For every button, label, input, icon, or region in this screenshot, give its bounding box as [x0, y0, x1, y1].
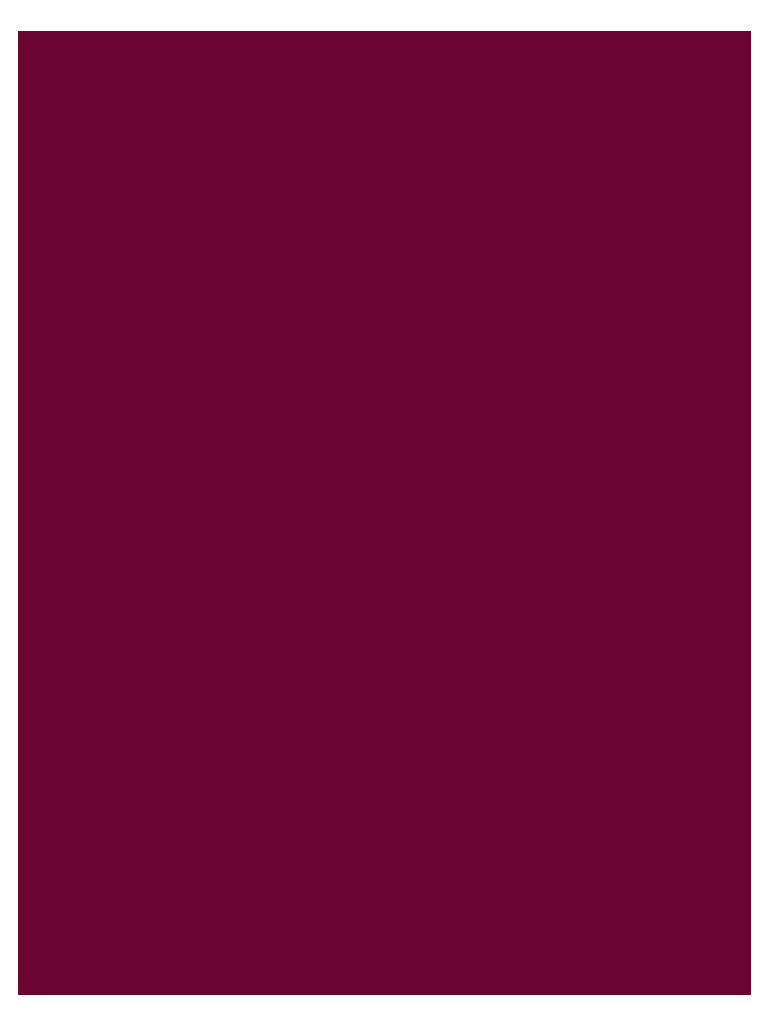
- chart-poster: [18, 31, 751, 995]
- effects-table: [142, 168, 751, 995]
